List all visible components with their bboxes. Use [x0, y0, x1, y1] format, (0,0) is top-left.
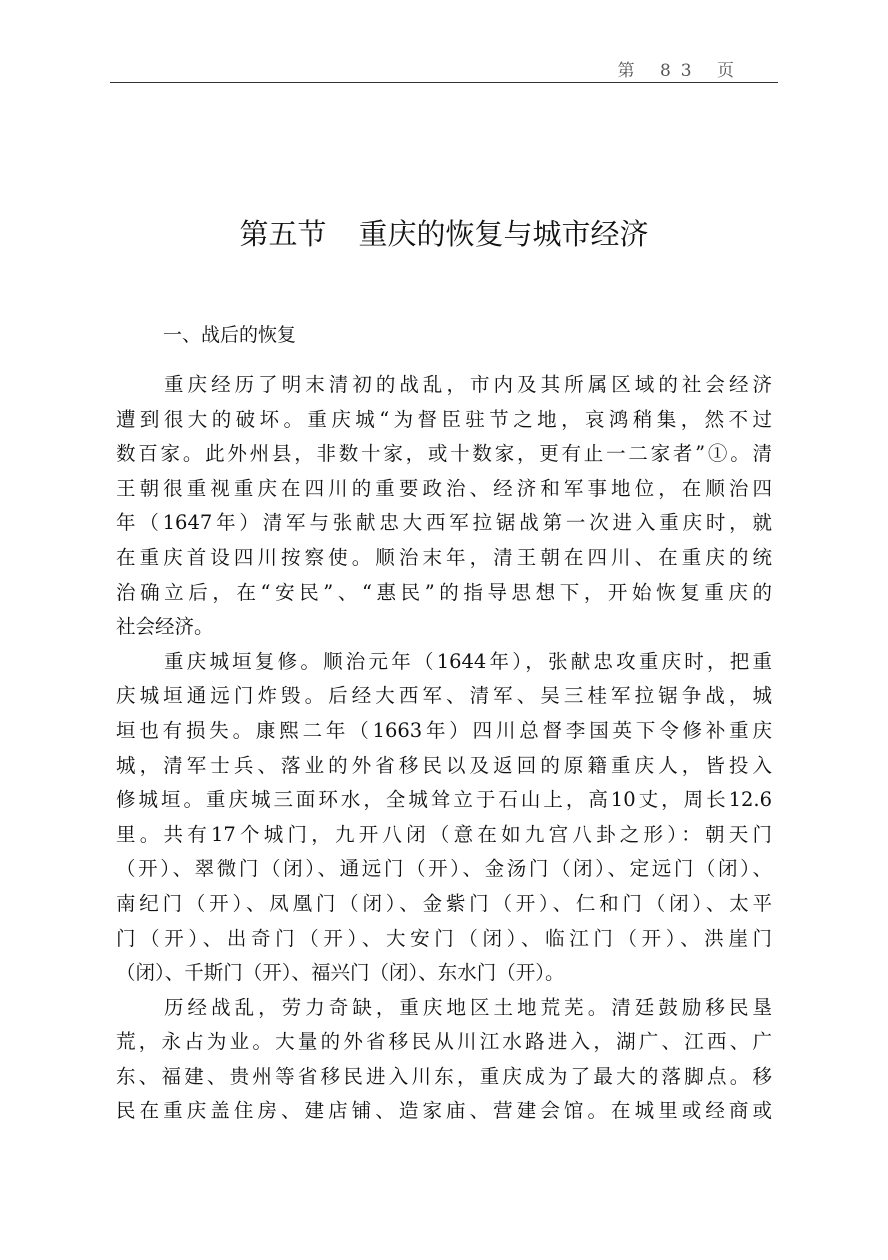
text-line: 庆城垣通远门炸毁。后经大西军、清军、吴三桂军拉锯争战，城: [116, 684, 772, 708]
text-line: 王朝很重视重庆在四川的重要政治、经济和军事地位，在顺治四: [116, 476, 772, 500]
text-line: 门（开）、出奇门（开）、大安门（闭）、临江门（开）、洪崖门: [116, 926, 772, 950]
subheading: 一、战后的恢复: [163, 324, 297, 346]
text-line: 历经战乱，劳力奇缺，重庆地区土地荒芜。清廷鼓励移民垦: [164, 995, 772, 1019]
text-line: 垣也有损失。康熙二年（1663年）四川总督李国英下令修补重庆: [116, 718, 772, 742]
section-title: [0, 212, 888, 253]
text-line: 遭到很大的破坏。重庆城“为督臣驻节之地，哀鸿稍集，然不过: [116, 407, 772, 431]
page-number: 第 83 页: [617, 61, 744, 81]
page-header: [110, 52, 778, 83]
section-number: 第五节: [239, 217, 327, 251]
text-line: 在重庆首设四川按察使。顺治末年，清王朝在四川、在重庆的统: [116, 545, 772, 569]
text-line: 东、福建、贵州等省移民进入川东，重庆成为了最大的落脚点。移: [116, 1064, 772, 1088]
text-line: 重庆城垣复修。顺治元年（1644年），张献忠攻重庆时，把重: [164, 649, 772, 673]
text-line: 重庆经历了明末清初的战乱，市内及其所属区域的社会经济: [164, 373, 772, 396]
text-line: 治确立后，在“安民”、“惠民”的指导思想下，开始恢复重庆的: [116, 580, 772, 604]
text-line: 城，清军士兵、落业的外省移民以及返回的原籍重庆人，皆投入: [116, 753, 772, 777]
text-line: 荒，永占为业。大量的外省移民从川江水路进入，湖广、江西、广: [116, 1030, 772, 1054]
text-line: 数百家。此外州县，非数十家，或十数家，更有止一二家者”①。清: [116, 442, 772, 466]
text-line: 里。共有17个城门，九开八闭（意在如九宫八卦之形）：朝天门: [116, 822, 772, 846]
section-heading: 重庆的恢复与城市经济: [358, 217, 649, 251]
text-line: 修城垣。重庆城三面环水，全城耸立于石山上，高10丈，周长12.6: [116, 788, 772, 812]
text-line: 社会经济。: [116, 615, 214, 639]
text-line: 民在重庆盖住房、建店铺、造家庙、营建会馆。在城里或经商或: [116, 1099, 772, 1123]
text-line: 年（1647年）清军与张献忠大西军拉锯战第一次进入重庆时，就: [116, 511, 772, 535]
text-line: （开）、翠微门（闭）、通远门（开）、金汤门（闭）、定远门（闭）、: [116, 857, 772, 881]
body-text: [116, 368, 772, 1129]
text-line: 南纪门（开）、凤凰门（闭）、金紫门（开）、仁和门（闭）、太平: [116, 891, 772, 915]
text-line: （闭）、千斯门（开）、福兴门（闭）、东水门（开）。: [116, 961, 565, 985]
